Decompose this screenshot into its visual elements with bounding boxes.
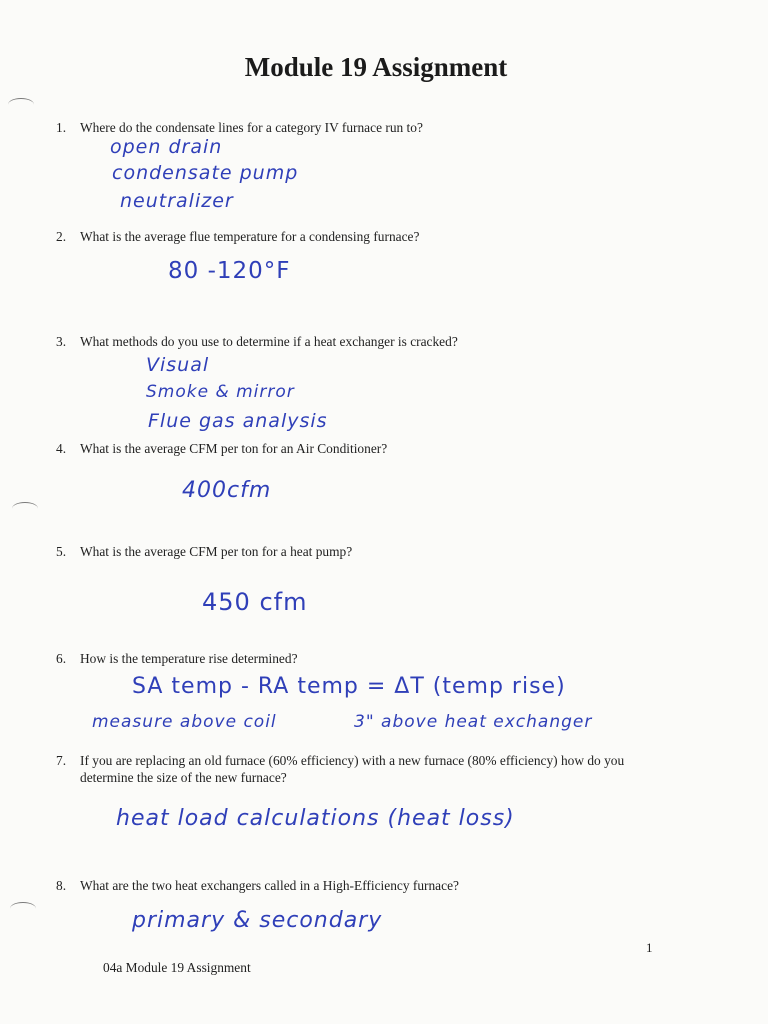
- question-number: 4.: [56, 441, 67, 456]
- answer-6-line-1: SA temp - RA temp = ΔT (temp rise): [132, 674, 566, 699]
- question-number: 1.: [56, 120, 67, 135]
- question-number: 2.: [56, 229, 67, 244]
- answer-8: primary & secondary: [132, 908, 383, 933]
- question-number: 5.: [56, 544, 67, 559]
- page-number: 1: [646, 940, 653, 955]
- answer-2: 80 -120°F: [168, 258, 291, 284]
- question-2: [56, 228, 676, 245]
- punch-hole-mark: [10, 902, 36, 915]
- question-6: [56, 650, 676, 667]
- question-text: If you are replacing an old furnace (60% efficiency) with a new furnace (80% efficiency) how do you determine the size of the new furnace?: [80, 753, 625, 785]
- answer-1-line-2: condensate pump: [112, 162, 299, 184]
- document-footer: 04a Module 19 Assignment: [103, 960, 251, 975]
- answer-1-line-1: open drain: [110, 136, 223, 158]
- answer-7: heat load calculations (heat loss): [116, 806, 515, 831]
- answer-1-line-3: neutralizer: [120, 190, 234, 212]
- answer-5: 450 cfm: [202, 588, 308, 616]
- question-number: 3.: [56, 334, 67, 349]
- punch-hole-mark: [8, 98, 34, 111]
- answer-6-line-2: measure above coil: [92, 712, 277, 732]
- answer-6-line-3: 3" above heat exchanger: [354, 712, 593, 732]
- question-3: [56, 333, 676, 350]
- question-text: Where do the condensate lines for a category IV furnace run to?: [80, 120, 423, 135]
- question-text: What methods do you use to determine if a heat exchanger is cracked?: [80, 334, 458, 349]
- answer-4: 400cfm: [182, 478, 272, 503]
- question-8: [56, 877, 676, 894]
- question-number: 7.: [56, 753, 67, 768]
- question-text: What is the average flue temperature for a condensing furnace?: [80, 229, 420, 244]
- question-7: [56, 752, 676, 786]
- question-number: 6.: [56, 651, 67, 666]
- answer-3-line-2: Smoke & mirror: [146, 382, 295, 402]
- question-1: [56, 119, 676, 136]
- answer-3-line-3: Flue gas analysis: [148, 410, 328, 432]
- question-4: [56, 440, 676, 457]
- question-text: What are the two heat exchangers called in a High-Efficiency furnace?: [80, 878, 459, 893]
- page-title: Module 19 Assignment: [244, 52, 508, 82]
- question-text: How is the temperature rise determined?: [80, 651, 298, 666]
- question-text: What is the average CFM per ton for an Air Conditioner?: [80, 441, 388, 456]
- answer-3-line-1: Visual: [146, 354, 210, 376]
- punch-hole-mark: [12, 502, 38, 515]
- question-text: What is the average CFM per ton for a heat pump?: [80, 544, 353, 559]
- question-number: 8.: [56, 878, 67, 893]
- question-5: [56, 543, 676, 560]
